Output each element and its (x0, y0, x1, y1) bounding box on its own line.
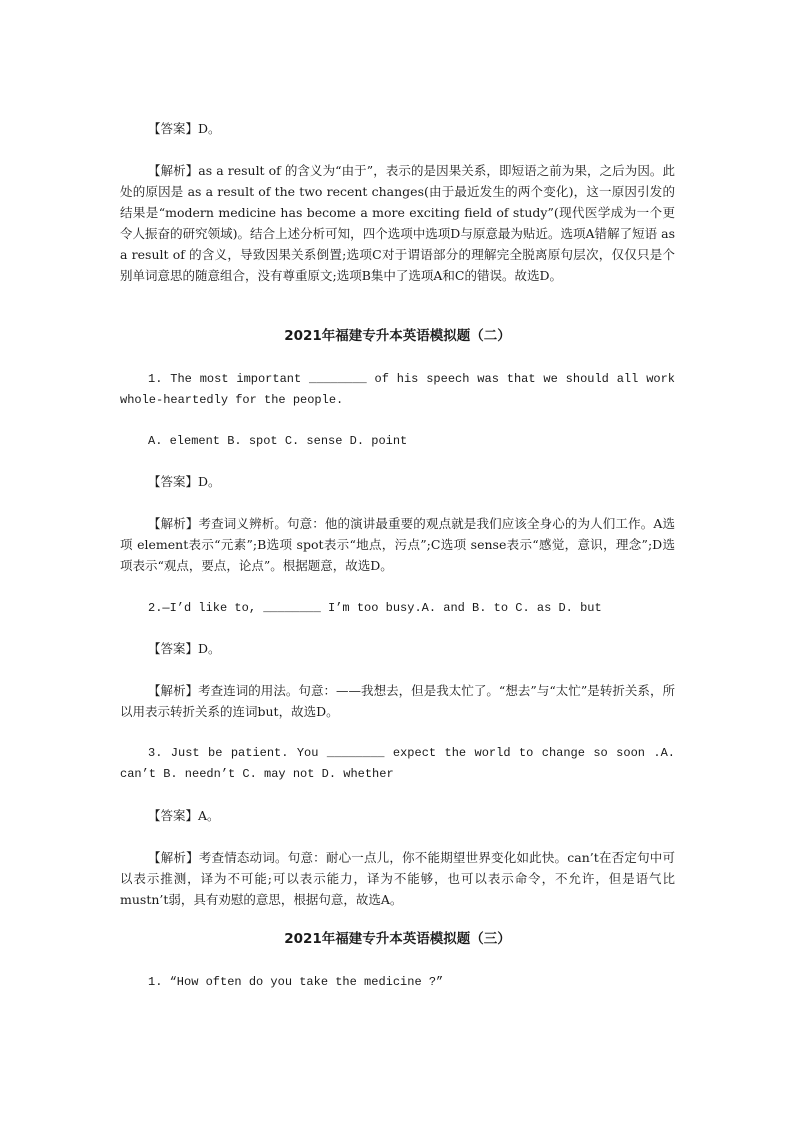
explanation-paragraph: 【解析】考查连词的用法。句意：——我想去，但是我太忙了。“想去”与“太忙”是转折关系，所以用表示转折关系的连词but，故选D。 (120, 683, 675, 719)
answer-line: 【答案】D。 (148, 474, 221, 489)
explanation-paragraph: 【解析】考查情态动词。句意：耐心一点儿，你不能期望世界变化如此快。can’t在否定句中可以表示推测，译为不可能;可以表示能力，译为不能够，也可以表示命令，不允许，但是语气比mustn’t弱，具有劝慰的意思，根据句意，故选A。 (120, 850, 675, 907)
answer-line: 【答案】D。 (148, 121, 221, 136)
question-text: 1. The most important ________ of his speech was that we should all work whole-heartedly for the people. (120, 372, 675, 407)
section-heading: 2021年福建专升本英语模拟题（二） (284, 328, 511, 344)
question-text: 1. “How often do you take the medicine ?” (148, 975, 444, 989)
answer-line: 【答案】A。 (148, 808, 220, 823)
explanation-paragraph: 【解析】as a result of 的含义为“由于”，表示的是因果关系，即短语之前为果，之后为因。此处的原因是 as a result of the two recent changes(由于最近发生的两个变化)，这一原因引发的结果是“modern medicine has become a more exciting field of study”(现代医学成为一个更令人振奋的研究领域)。结合上述分析可知，四个选项中选项D与原意最为贴近。选项A错解了短语 as a result of 的含义，导致因果关系倒置;选项C对于谓语部分的理解完全脱离原句层次，仅仅只是个别单词意思的随意组合，没有尊重原文;选项B集中了选项A和C的错误。故选D。 (120, 163, 675, 283)
question-options: A. element B. spot C. sense D. point (148, 434, 408, 448)
question-text: 2.—I’d like to, ________ I’m too busy.A. and B. to C. as D. but (148, 601, 602, 615)
explanation-paragraph: 【解析】考查词义辨析。句意：他的演讲最重要的观点就是我们应该全身心的为人们工作。A选项 element表示“元素”;B选项 spot表示“地点，污点”;C选项 sense表示“感觉，意识，理念”;D选项表示“观点，要点，论点”。根据题意，故选D。 (120, 516, 675, 573)
answer-line: 【答案】D。 (148, 641, 221, 656)
question-text: 3. Just be patient. You ________ expect the world to change so soon .A. can’t B. needn’t C. may not D. whether (120, 746, 675, 781)
section-heading: 2021年福建专升本英语模拟题（三） (284, 931, 511, 947)
